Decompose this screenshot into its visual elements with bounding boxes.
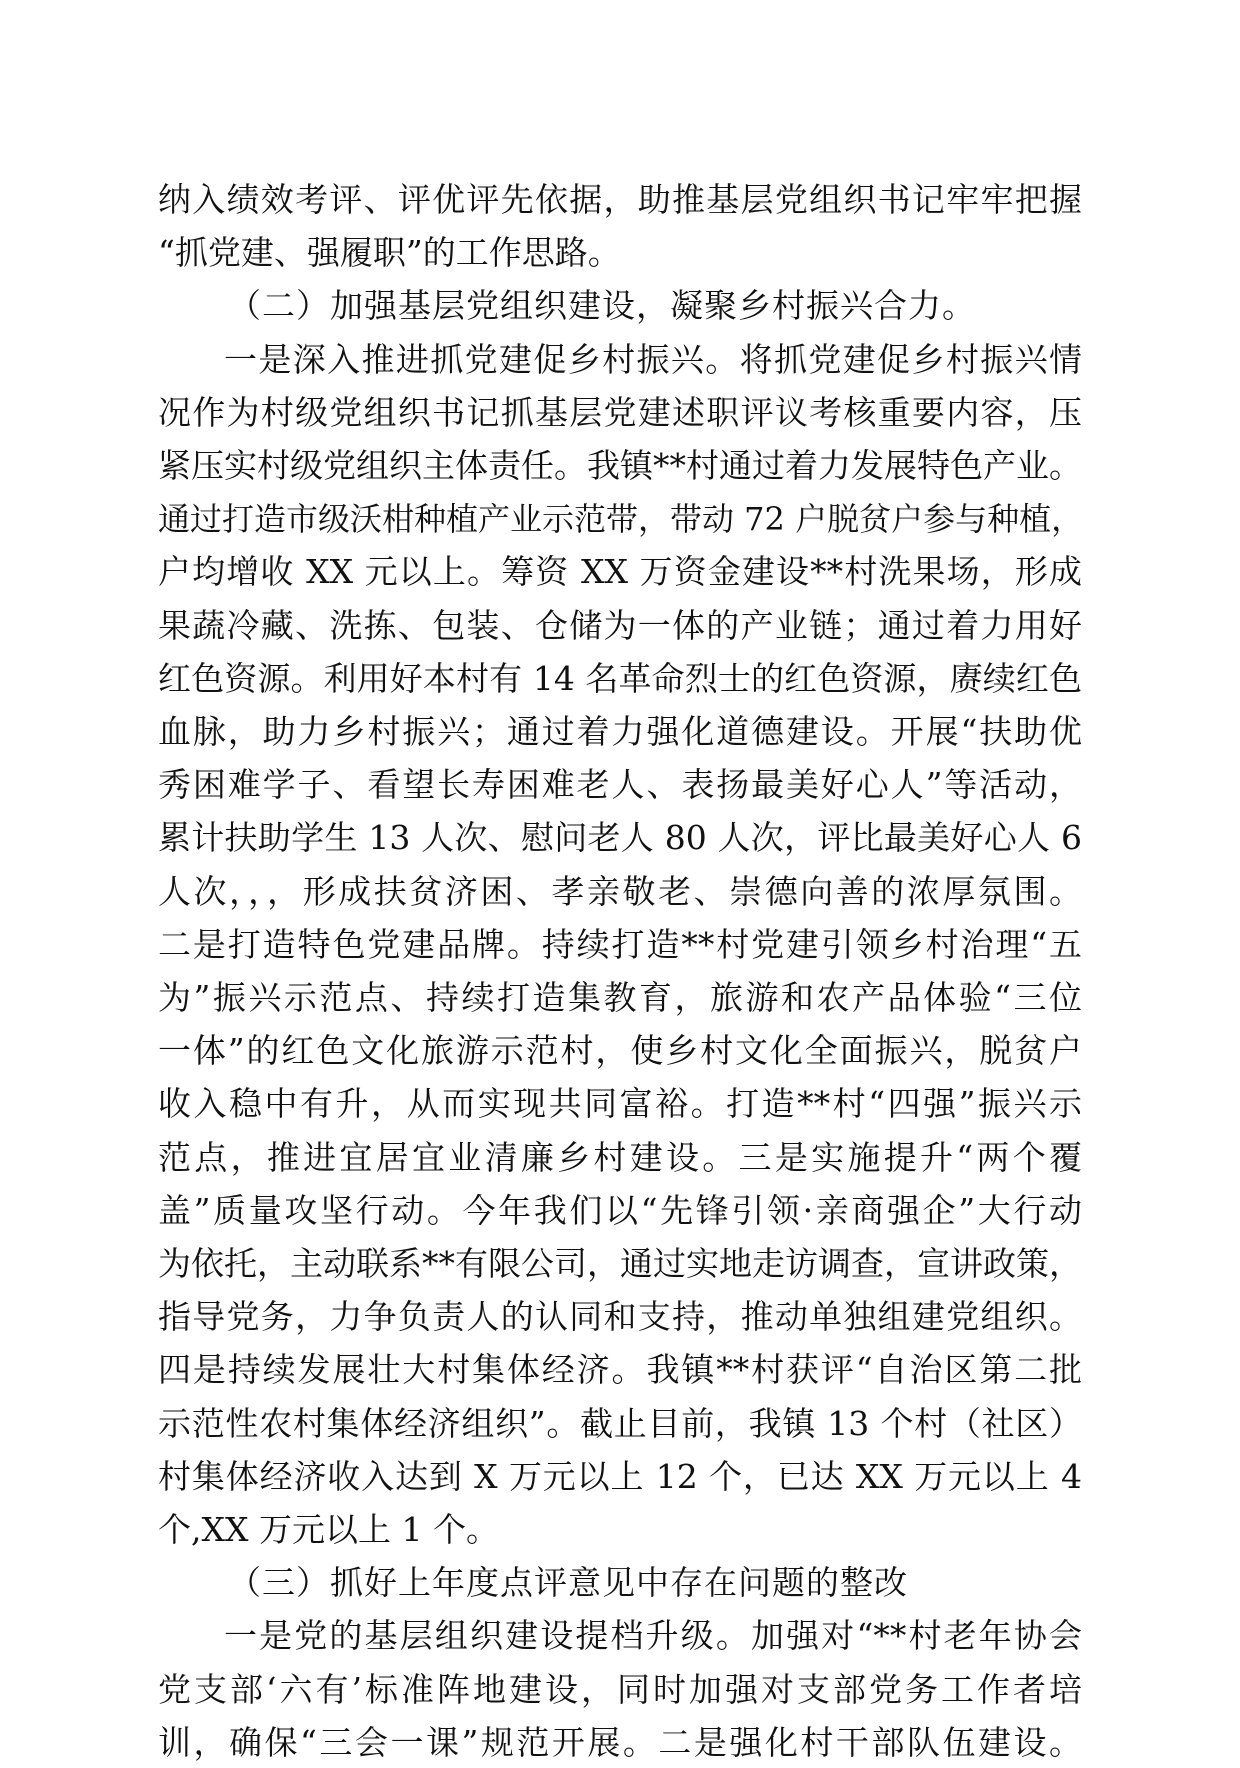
text-line: 秀困难学子、看望长寿困难老人、表扬最美好心人”等活动， (158, 765, 1082, 804)
text-line: 个,XX 万元以上 1 个。 (158, 1510, 499, 1549)
text-line: 纳入绩效考评、评优评先依据，助推基层党组织书记牢牢把握 (158, 180, 1082, 219)
text-line: 果蔬冷藏、洗拣、包装、仓储为一体的产业链；通过着力用好 (158, 606, 1082, 645)
text-line: 一体”的红色文化旅游示范村，使乡村文化全面振兴，脱贫户 (158, 1031, 1082, 1070)
text-line: 人次，，，形成扶贫济困、孝亲敬老、崇德向善的浓厚氛围。 (158, 872, 1082, 911)
text-line: 二是打造特色党建品牌。持续打造**村党建引领乡村治理“五 (158, 925, 1082, 964)
text-line: 盖”质量攻坚行动。今年我们以“先锋引领·亲商强企”大行动 (158, 1191, 1082, 1230)
text-line: 训，确保“三会一课”规范开展。二是强化村干部队伍建设。 (158, 1723, 1082, 1762)
text-line: 紧压实村级党组织主体责任。我镇**村通过着力发展特色产业。 (158, 446, 1082, 485)
text-line: 一是党的基层组织建设提档升级。加强对“**村老年协会 (224, 1616, 1082, 1655)
text-line: 村集体经济收入达到 X 万元以上 12 个，已达 XX 万元以上 4 (158, 1457, 1082, 1496)
section-heading: （三）抓好上年度点评意见中存在问题的整改 (228, 1563, 908, 1602)
text-line: 累计扶助学生 13 人次、慰问老人 80 人次，评比最美好心人 6 (158, 818, 1082, 857)
text-line: 红色资源。利用好本村有 14 名革命烈士的红色资源，赓续红色 (158, 659, 1082, 698)
text-line: 为”振兴示范点、持续打造集教育，旅游和农产品体验“三位 (158, 978, 1082, 1017)
text-line: 范点，推进宜居宜业清廉乡村建设。三是实施提升“两个覆 (158, 1138, 1082, 1177)
text-line: 为依托，主动联系**有限公司，通过实地走访调查，宣讲政策， (158, 1244, 1082, 1283)
text-line: 收入稳中有升，从而实现共同富裕。打造**村“四强”振兴示 (158, 1084, 1082, 1123)
section-heading: （二）加强基层党组织建设，凝聚乡村振兴合力。 (228, 286, 976, 325)
text-line: 四是持续发展壮大村集体经济。我镇**村获评“自治区第二批 (158, 1350, 1082, 1389)
text-line: 党支部‘六有’标准阵地建设，同时加强对支部党务工作者培 (158, 1670, 1082, 1709)
text-line: 一是深入推进抓党建促乡村振兴。将抓党建促乡村振兴情 (224, 340, 1082, 379)
text-line: 血脉，助力乡村振兴；通过着力强化道德建设。开展“扶助优 (158, 712, 1082, 751)
text-line: 指导党务，力争负责人的认同和支持，推动单独组建党组织。 (158, 1297, 1082, 1336)
text-line: 示范性农村集体经济组织”。截止目前，我镇 13 个村（社区） (158, 1404, 1082, 1443)
text-line: 况作为村级党组织书记抓基层党建述职评议考核重要内容，压 (158, 393, 1082, 432)
text-line: 户均增收 XX 元以上。筹资 XX 万资金建设**村洗果场，形成 (158, 552, 1082, 591)
text-line: 通过打造市级沃柑种植产业示范带，带动 72 户脱贫户参与种植， (158, 500, 1084, 538)
text-line: “抓党建、强履职”的工作思路。 (158, 233, 621, 272)
